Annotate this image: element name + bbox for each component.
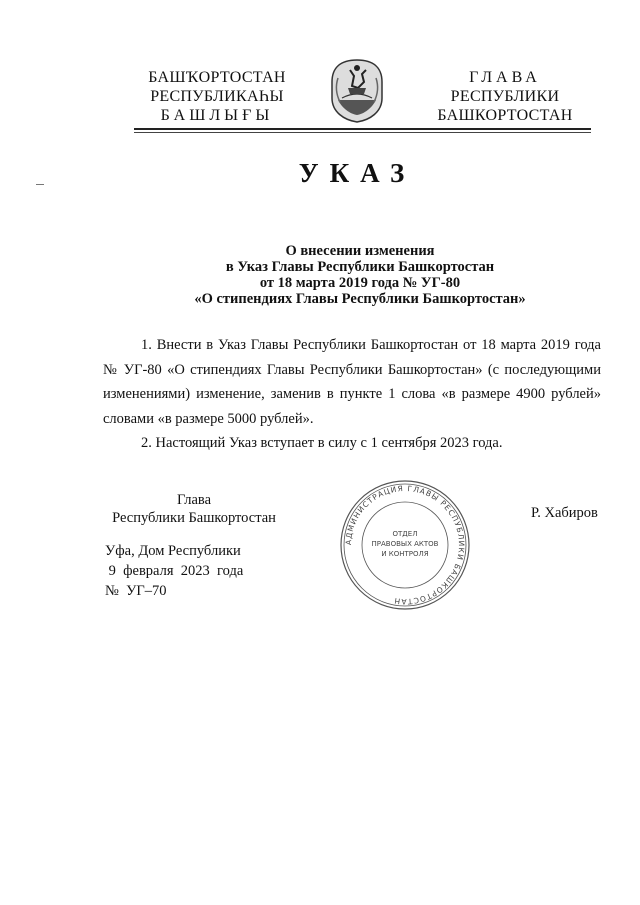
stamp-center-line-3: И КОНТРОЛЯ bbox=[381, 550, 429, 558]
decree-body bbox=[103, 333, 601, 456]
subject-line-2: в Указ Главы Республики Башкортостан bbox=[225, 259, 495, 275]
official-stamp bbox=[338, 478, 472, 612]
signatory-post bbox=[104, 491, 284, 527]
signing-date: 9 февраля 2023 года bbox=[105, 563, 244, 579]
header-left-block bbox=[132, 68, 302, 125]
header-right-line-1: ГЛАВА bbox=[469, 69, 541, 86]
header-right-line-2: РЕСПУБЛИКИ bbox=[450, 88, 560, 105]
subject-line-3: от 18 марта 2019 года № УГ-80 bbox=[259, 275, 461, 291]
header-right-block bbox=[420, 68, 590, 125]
stamp-center-line-1: ОТДЕЛ bbox=[392, 530, 418, 538]
document-type-title: УКАЗ bbox=[298, 158, 416, 188]
place-date-block bbox=[105, 541, 243, 601]
header-left-line-3: БАШЛЫҒЫ bbox=[160, 107, 274, 124]
decree-number: № УГ–70 bbox=[105, 583, 167, 599]
header-left-line-2: РЕСПУБЛИКАҺЫ bbox=[150, 88, 284, 105]
signatory-name: Р. Хабиров bbox=[531, 505, 598, 521]
subject-line-1: О внесении изменения bbox=[285, 243, 435, 259]
header-left-line-1: БАШҠОРТОСТАН bbox=[148, 69, 286, 86]
stamp-center-line-2: ПРАВОВЫХ АКТОВ bbox=[371, 540, 439, 548]
header-divider-thick bbox=[134, 128, 591, 130]
paragraph-1: 1. Внести в Указ Главы Республики Башкортостан от 18 марта 2019 года № УГ-80 «О стипендиях Главы Республики Башкортостан» (с последующими изменениями) изменение, заменив в пункте 1 слова «в размере 4900 рублей» словами «в размере 5000 рублей». bbox=[103, 337, 601, 427]
signatory-post-line-2: Республики Башкортостан bbox=[112, 510, 276, 526]
bashkortostan-coat-of-arms-icon bbox=[328, 58, 386, 124]
header-right-line-3: БАШКОРТОСТАН bbox=[437, 107, 573, 124]
paragraph-2: 2. Настоящий Указ вступает в силу с 1 сентября 2023 года. bbox=[141, 435, 503, 451]
decree-subject bbox=[100, 243, 620, 307]
header-divider-thin bbox=[134, 132, 591, 133]
subject-line-4: «О стипендиях Главы Республики Башкортостан» bbox=[194, 291, 526, 307]
signing-place: Уфа, Дом Республики bbox=[105, 543, 241, 559]
stamp-ring-text: АДМИНИСТРАЦИЯ ГЛАВЫ РЕСПУБЛИКИ БАШКОРТОСТАН bbox=[343, 483, 467, 607]
signatory-post-line-1: Глава bbox=[176, 492, 212, 508]
